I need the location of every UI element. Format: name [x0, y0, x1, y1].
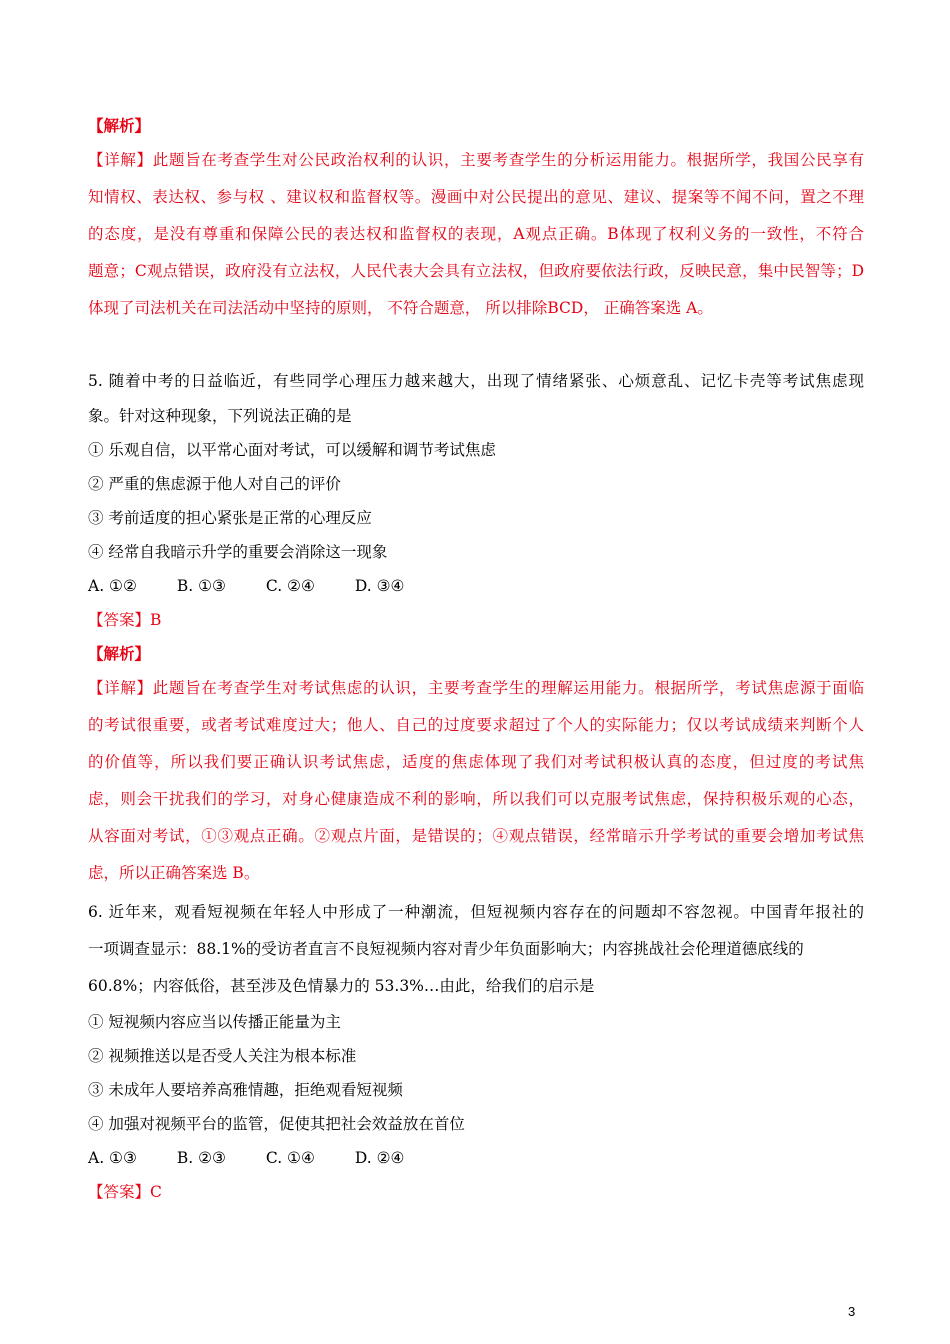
- answer-line: 【答案】C: [88, 1183, 162, 1201]
- option-c: C. ②④: [265, 577, 315, 595]
- detail-line: 的态度，是没有尊重和保障公民的表达权和监督权的表现，A观点正确。B体现了权利义务的一致性，不符合: [88, 225, 864, 243]
- analysis-heading: 【解析】: [88, 116, 151, 135]
- detail-line: 【详解】此题旨在考查学生对考试焦虑的认识，主要考查学生的理解运用能力。根据所学，考试焦虑源于面临: [88, 679, 864, 697]
- detail-line: 虑，所以正确答案选 B。: [88, 864, 260, 882]
- detail-line: 【详解】此题旨在考查学生对公民政治权利的认识，主要考查学生的分析运用能力。根据所学，我国公民享有: [88, 151, 864, 169]
- detail-line: 体现了司法机关在司法活动中坚持的原则， 不符合题意， 所以排除BCD， 正确答案选 A。: [88, 299, 713, 317]
- option-b: B. ①③: [176, 577, 226, 595]
- statement-item: ② 视频推送以是否受人关注为根本标准: [88, 1047, 357, 1065]
- option-d: D. ③④: [354, 577, 405, 595]
- statement-item: ④ 经常自我暗示升学的重要会消除这一现象: [88, 543, 388, 561]
- option-b: B. ②③: [176, 1149, 226, 1167]
- detail-line: 知情权、表达权、参与权 、建议权和监督权等。漫画中对公民提出的意见、建议、提案等不闻不问，置之不理: [88, 188, 864, 206]
- option-a: A. ①③: [88, 1149, 137, 1167]
- answer-options: [88, 1148, 444, 1168]
- question-stem: 象。针对这种现象，下列说法正确的是: [88, 407, 352, 425]
- detail-line: 的价值等，所以我们要正确认识考试焦虑，适度的焦虑体现了我们对考试积极认真的态度，但过度的考试焦: [88, 753, 864, 771]
- option-c: C. ①④: [265, 1149, 315, 1167]
- detail-line: 题意；C观点错误，政府没有立法权，人民代表大会具有立法权，但政府要依法行政，反映民意，集中民智等；D: [88, 262, 864, 280]
- statement-item: ④ 加强对视频平台的监管，促使其把社会效益放在首位: [88, 1115, 465, 1133]
- answer-line: 【答案】B: [88, 611, 162, 629]
- option-a: A. ①②: [88, 577, 137, 595]
- page-number: 3: [848, 1304, 856, 1319]
- question-stem: 60.8%；内容低俗，甚至涉及色情暴力的 53.3%…由此，给我们的启示是: [88, 977, 595, 995]
- option-d: D. ②④: [354, 1149, 405, 1167]
- answer-options: [88, 576, 444, 596]
- detail-line: 虑，则会干扰我们的学习，对身心健康造成不利的影响，所以我们可以克服考试焦虑，保持积极乐观的心态，: [88, 790, 864, 808]
- statement-item: ③ 考前适度的担心紧张是正常的心理反应: [88, 509, 372, 527]
- question-stem: 5. 随着中考的日益临近，有些同学心理压力越来越大，出现了情绪紧张、心烦意乱、记忆卡壳等考试焦虑现: [88, 372, 864, 390]
- question-stem: 6. 近年来，观看短视频在年轻人中形成了一种潮流，但短视频内容存在的问题却不容忽视。中国青年报社的: [88, 903, 864, 921]
- analysis-heading: 【解析】: [88, 644, 151, 663]
- detail-line: 从容面对考试，①③观点正确。②观点片面，是错误的；④观点错误，经常暗示升学考试的重要会增加考试焦: [88, 827, 864, 845]
- statement-item: ① 短视频内容应当以传播正能量为主: [88, 1013, 341, 1031]
- statement-item: ② 严重的焦虑源于他人对自己的评价: [88, 475, 341, 493]
- question-stem: 一项调查显示：88.1%的受访者直言不良短视频内容对青少年负面影响大；内容挑战社会伦理道德底线的: [88, 940, 804, 958]
- detail-line: 的考试很重要，或者考试难度过大；他人、自己的过度要求超过了个人的实际能力；仅以考试成绩来判断个人: [88, 716, 864, 734]
- statement-item: ① 乐观自信，以平常心面对考试，可以缓解和调节考试焦虑: [88, 441, 496, 459]
- statement-item: ③ 未成年人要培养高雅情趣，拒绝观看短视频: [88, 1081, 403, 1099]
